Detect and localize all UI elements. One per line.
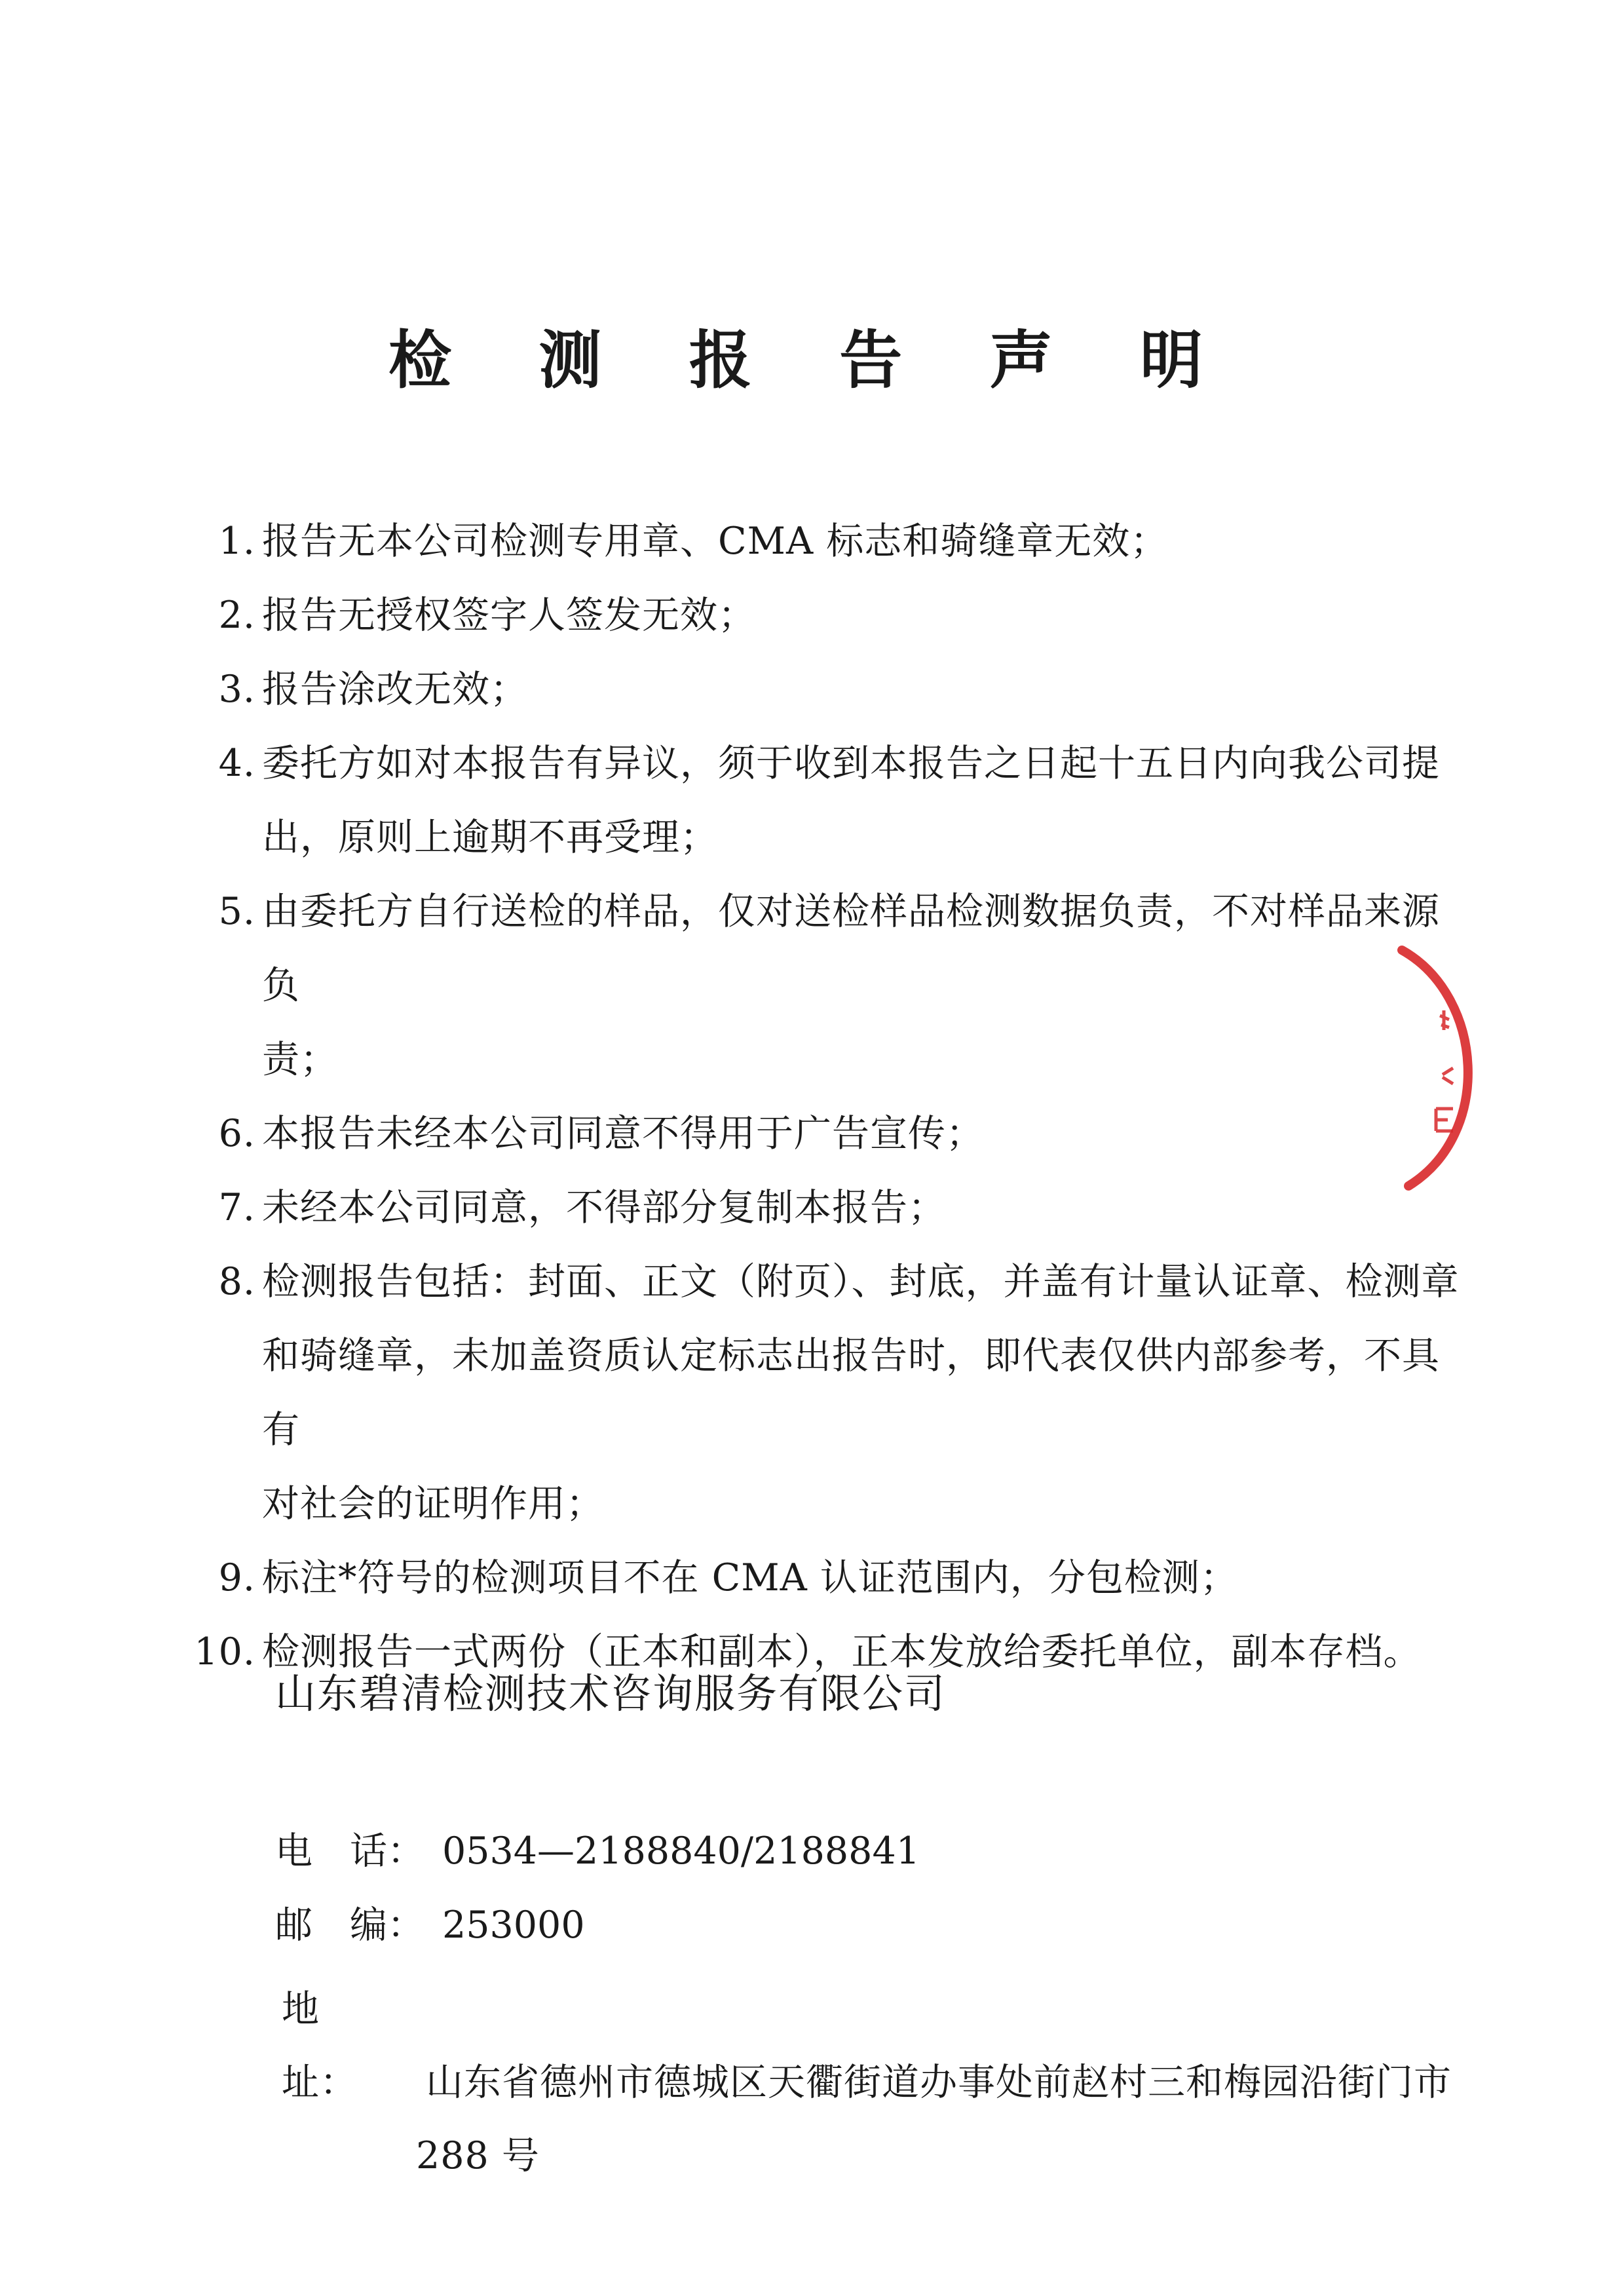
- item-number: 4.: [218, 742, 255, 785]
- postal-row: [275, 1899, 585, 1951]
- statement-list: [190, 505, 1461, 1689]
- item-number: 7.: [218, 1186, 255, 1229]
- phone-row: [275, 1825, 920, 1877]
- statement-item-6: [190, 1097, 1461, 1171]
- statement-item-1: [190, 505, 1461, 579]
- phone-value: 0534—2188840/2188841: [442, 1829, 920, 1873]
- phone-label: 电 话：: [275, 1829, 425, 1873]
- statement-item-7: [190, 1171, 1461, 1245]
- item-number: 8.: [218, 1260, 255, 1303]
- item-text: 对社会的证明作用；: [262, 1482, 604, 1525]
- item-text: 责；: [262, 1038, 338, 1081]
- item-number: 5.: [218, 890, 255, 933]
- item-text: 由委托方自行送检的样品，仅对送检样品检测数据负责，不对样品来源负: [262, 890, 1440, 1007]
- postal-label: 邮 编：: [275, 1904, 425, 1947]
- address-line: 288 号: [416, 2134, 540, 2177]
- statement-item-2: [190, 579, 1461, 653]
- item-text: 本报告未经本公司同意不得用于广告宣传；: [262, 1112, 984, 1155]
- seal-arc: [1402, 950, 1468, 1186]
- item-text: 出，原则上逾期不再受理；: [262, 816, 718, 859]
- seal-glyph-fragments: [1436, 1010, 1453, 1131]
- item-number: 10.: [194, 1630, 255, 1674]
- statement-item-8: [190, 1245, 1461, 1541]
- item-text: 检测报告一式两份（正本和副本），正本发放给委托单位，副本存档。: [262, 1630, 1422, 1674]
- item-text: 报告无本公司检测专用章、CMA 标志和骑缝章无效；: [262, 520, 1169, 563]
- item-number: 2.: [218, 594, 255, 637]
- item-text: 和骑缝章，未加盖资质认定标志出报告时，即代表仅供内部参考，不具有: [262, 1334, 1440, 1451]
- address-label: 地 址：: [282, 1987, 358, 2104]
- statement-item-4: [190, 727, 1461, 875]
- item-number: 6.: [218, 1112, 255, 1155]
- item-number: 9.: [218, 1556, 255, 1599]
- statement-item-5: [190, 875, 1461, 1097]
- red-seal-stamp: [1363, 937, 1494, 1199]
- item-number: 3.: [218, 668, 255, 711]
- company-name: 山东碧清检测技术咨询服务有限公司: [275, 1670, 947, 1717]
- item-text: 委托方如对本报告有异议，须于收到本报告之日起十五日内向我公司提: [262, 742, 1440, 785]
- statement-item-9: [190, 1541, 1461, 1615]
- item-text: 未经本公司同意，不得部分复制本报告；: [262, 1186, 946, 1229]
- item-text: 报告无授权签字人签发无效；: [262, 594, 756, 637]
- item-text: 标注*符号的检测项目不在 CMA 认证范围内，分包检测；: [262, 1556, 1238, 1599]
- item-text: 报告涂改无效；: [262, 668, 528, 711]
- postal-value: 253000: [442, 1904, 585, 1947]
- statement-item-3: [190, 653, 1461, 727]
- page-title: 检 测 报 告 声 明: [388, 324, 1236, 397]
- item-number: 1.: [218, 520, 255, 563]
- address-line: 山东省德州市德城区天衢街道办事处前赵村三和梅园沿街门市: [426, 2061, 1452, 2104]
- item-text: 检测报告包括：封面、正文（附页）、封底，并盖有计量认证章、检测章: [262, 1260, 1460, 1303]
- address-block: [282, 1972, 1461, 2192]
